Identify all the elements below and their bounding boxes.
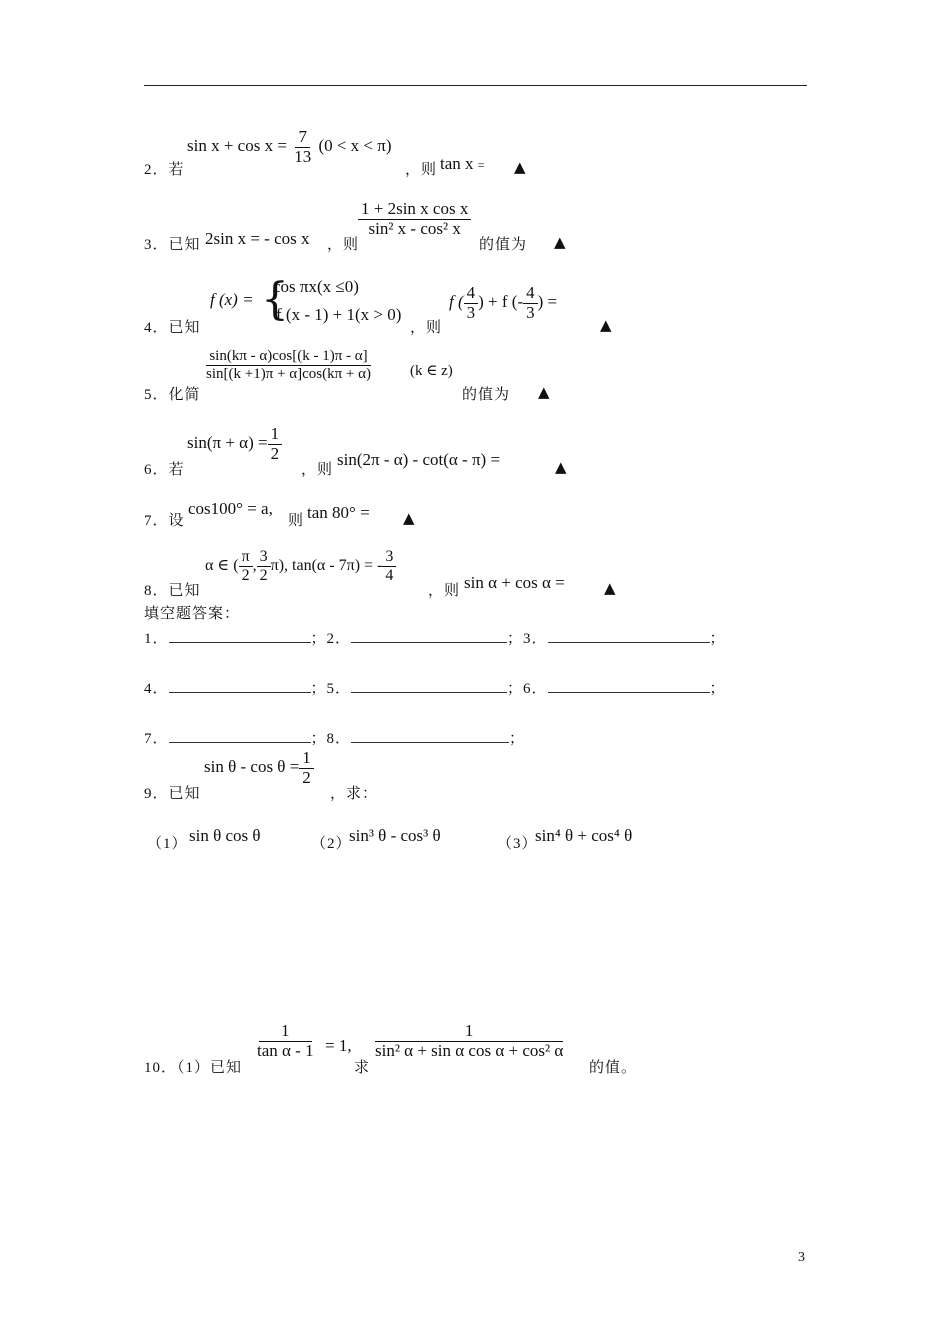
q6-lhs: sin(π + α) = bbox=[187, 433, 268, 453]
q4-then: ，则 bbox=[410, 320, 443, 336]
answer-sep: ； bbox=[709, 681, 726, 697]
q8-ask: sin α + cos α = bbox=[464, 573, 565, 592]
q9-d: 2 bbox=[302, 767, 311, 787]
q4-ask2: ) + f (- bbox=[478, 292, 524, 312]
q3-given: 2sin x = - cos x bbox=[205, 229, 310, 248]
q10-ask: 求 bbox=[354, 1060, 371, 1076]
answer-label-8: ；8． bbox=[310, 731, 352, 747]
q3-label: 3．已知 bbox=[144, 237, 201, 253]
answer-triangle: ▲ bbox=[604, 579, 616, 597]
q8-qd: 2 bbox=[259, 566, 268, 584]
q8-given1: α ∈ ( bbox=[205, 556, 239, 574]
q9-part3-expr: sin⁴ θ + cos⁴ θ bbox=[535, 826, 633, 845]
q2-frac-num: 7 bbox=[295, 128, 310, 148]
q2-lhs: sin x + cos x = bbox=[187, 136, 287, 156]
q5-fraction bbox=[203, 348, 374, 382]
q2-eq: = bbox=[477, 158, 485, 172]
answer-label-5: ；5． bbox=[310, 681, 352, 697]
q6-n: 1 bbox=[268, 425, 283, 445]
q8-rd: 4 bbox=[385, 566, 394, 584]
q2-label: 2．若 bbox=[144, 162, 185, 178]
q8-qn: 3 bbox=[257, 548, 271, 567]
q4-n2: 4 bbox=[523, 284, 538, 304]
q2-then: ，则 bbox=[405, 162, 438, 178]
answers-title: 填空题答案： bbox=[144, 606, 241, 622]
q4-brace: { bbox=[261, 274, 289, 325]
q8-pd: 2 bbox=[241, 566, 250, 584]
answer-triangle: ▲ bbox=[538, 383, 550, 401]
q9-label: 9．已知 bbox=[144, 786, 201, 802]
answer-blank-1[interactable] bbox=[169, 628, 311, 643]
answer-label-7: 7． bbox=[144, 731, 169, 747]
answer-blank-8[interactable] bbox=[351, 728, 509, 743]
q6-label: 6．若 bbox=[144, 462, 185, 478]
answer-blank-3[interactable] bbox=[548, 628, 710, 643]
q8-rn: 3 bbox=[382, 548, 396, 567]
q3-fraction bbox=[358, 200, 471, 238]
q3-den: sin² x - cos² x bbox=[368, 218, 461, 238]
answer-label-2: ；2． bbox=[310, 631, 352, 647]
q10-d1: tan α - 1 bbox=[257, 1040, 314, 1060]
q8-given bbox=[205, 548, 396, 584]
q4-ask3: ) = bbox=[537, 292, 558, 312]
q2-condition: (0 < x < π) bbox=[318, 136, 392, 156]
answer-triangle: ▲ bbox=[555, 458, 567, 476]
q2-ask-expr: tan x bbox=[440, 154, 474, 173]
answer-blank-5[interactable] bbox=[351, 678, 507, 693]
q2-fraction bbox=[291, 128, 314, 166]
q5-tail: 的值为 bbox=[462, 387, 511, 403]
answer-triangle: ▲ bbox=[554, 233, 566, 251]
q2-ask bbox=[440, 154, 485, 174]
q3-num: 1 + 2sin x cos x bbox=[358, 200, 471, 220]
q9-given-expr: sin θ - cos θ = bbox=[204, 757, 300, 777]
answer-blank-6[interactable] bbox=[548, 678, 710, 693]
q5-den: sin[(k +1)π + α]cos(kπ + α) bbox=[206, 365, 371, 382]
q9-part2-label: （2） bbox=[311, 836, 352, 852]
q8-pn: π bbox=[239, 548, 253, 567]
q8-sep: , bbox=[252, 556, 257, 574]
q2-equation bbox=[187, 128, 392, 166]
q8-given2: π), tan(α - 7π) = - bbox=[270, 556, 383, 574]
answer-triangle: ▲ bbox=[403, 509, 415, 527]
q10-d2: sin² α + sin α cos α + cos² α bbox=[375, 1040, 564, 1060]
q7-then: 则 bbox=[288, 513, 305, 529]
q10-given bbox=[254, 1022, 317, 1060]
q5-num: sin(kπ - α)cos[(k - 1)π - α] bbox=[206, 348, 370, 366]
q10-n1: 1 bbox=[259, 1022, 312, 1042]
q3-tail: 的值为 bbox=[479, 237, 528, 253]
answer-blank-2[interactable] bbox=[351, 628, 507, 643]
q4-ask1: f ( bbox=[449, 292, 464, 312]
q5-label: 5．化简 bbox=[144, 387, 201, 403]
q9-given bbox=[204, 749, 314, 787]
q5-condition: (k ∈ z) bbox=[410, 363, 453, 379]
q8-then: ，则 bbox=[428, 583, 461, 599]
answer-row-3 bbox=[144, 727, 525, 748]
q7-label: 7．设 bbox=[144, 513, 185, 529]
page-number: 3 bbox=[798, 1250, 805, 1265]
answer-blank-4[interactable] bbox=[169, 678, 311, 693]
q9-part3-label: （3） bbox=[497, 836, 538, 852]
q7-ask: tan 80° = bbox=[307, 503, 370, 522]
q9-part2-expr: sin³ θ - cos³ θ bbox=[349, 826, 441, 845]
q3-then: ，则 bbox=[327, 237, 360, 253]
q9-n: 1 bbox=[299, 749, 314, 769]
q10-tail: 的值。 bbox=[589, 1060, 638, 1076]
q4-case1: cos πx(x ≤0) bbox=[273, 277, 359, 296]
answer-row-2 bbox=[144, 677, 726, 698]
answer-label-1: 1． bbox=[144, 631, 169, 647]
q4-fx: f (x) = bbox=[210, 290, 254, 309]
answer-sep: ； bbox=[709, 631, 726, 647]
q6-then: ，则 bbox=[301, 462, 334, 478]
q9-part1-label: （1） bbox=[147, 836, 188, 852]
q4-label: 4．已知 bbox=[144, 320, 201, 336]
q4-n1: 4 bbox=[464, 284, 479, 304]
answer-label-6: ；6． bbox=[507, 681, 548, 697]
q7-given: cos100° = a, bbox=[188, 499, 273, 518]
q6-given bbox=[187, 425, 282, 463]
answer-label-3: ；3． bbox=[507, 631, 548, 647]
q9-part1-expr: sin θ cos θ bbox=[189, 826, 261, 845]
answer-sep: ； bbox=[509, 731, 526, 747]
answer-triangle: ▲ bbox=[600, 316, 612, 334]
q8-label: 8．已知 bbox=[144, 583, 201, 599]
q10-eq: = 1, bbox=[325, 1036, 352, 1055]
q2-frac-den: 13 bbox=[294, 146, 312, 166]
q4-case2: f (x - 1) + 1(x > 0) bbox=[276, 305, 402, 324]
q4-ask bbox=[449, 284, 557, 322]
q10-label: 10．（1）已知 bbox=[144, 1060, 243, 1076]
answer-label-4: 4． bbox=[144, 681, 169, 697]
answer-row-1 bbox=[144, 627, 726, 648]
q6-ask: sin(2π - α) - cot(α - π) = bbox=[337, 450, 501, 469]
q6-d: 2 bbox=[270, 443, 280, 463]
header-rule bbox=[144, 85, 807, 86]
q10-n2: 1 bbox=[375, 1022, 564, 1042]
q9-ask: ，求： bbox=[330, 786, 379, 802]
q4-d2: 3 bbox=[526, 302, 535, 322]
answer-triangle: ▲ bbox=[514, 158, 526, 176]
answer-blank-7[interactable] bbox=[169, 728, 311, 743]
q10-fraction bbox=[372, 1022, 566, 1060]
q4-d1: 3 bbox=[466, 302, 476, 322]
